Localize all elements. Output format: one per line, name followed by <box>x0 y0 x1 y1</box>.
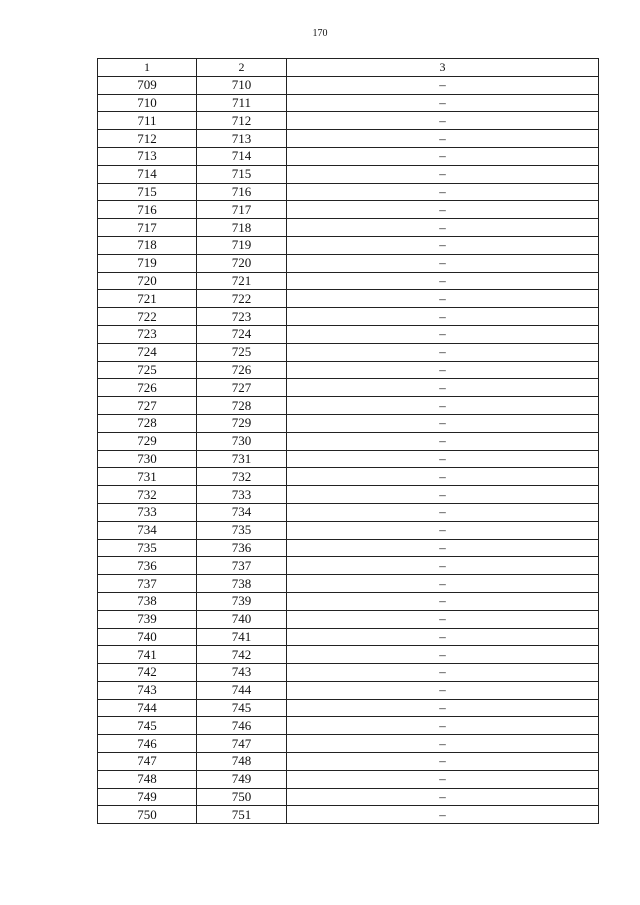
table-cell-col-2: 717 <box>197 201 287 219</box>
table-cell-col-3: – <box>287 575 599 593</box>
table-cell-col-1: 712 <box>98 130 197 148</box>
table-cell-col-1: 730 <box>98 450 197 468</box>
table-cell-col-1: 746 <box>98 735 197 753</box>
table-cell-col-3: – <box>287 539 599 557</box>
table-cell-col-2: 734 <box>197 503 287 521</box>
table-cell-col-2: 746 <box>197 717 287 735</box>
table-cell-col-1: 737 <box>98 575 197 593</box>
table-row <box>98 753 599 771</box>
table-cell-col-1: 732 <box>98 486 197 504</box>
table-cell-col-1: 733 <box>98 503 197 521</box>
table-row <box>98 788 599 806</box>
table-cell-col-2: 712 <box>197 112 287 130</box>
table-cell-col-1: 739 <box>98 610 197 628</box>
column-header-3: 3 <box>287 59 599 77</box>
table-cell-col-3: – <box>287 557 599 575</box>
table-cell-col-3: – <box>287 254 599 272</box>
table-row <box>98 717 599 735</box>
table-cell-col-1: 727 <box>98 397 197 415</box>
table-row <box>98 183 599 201</box>
table-cell-col-3: – <box>287 735 599 753</box>
table-cell-col-2: 715 <box>197 165 287 183</box>
table-row <box>98 254 599 272</box>
table-cell-col-3: – <box>287 325 599 343</box>
table-row <box>98 94 599 112</box>
table-cell-col-2: 728 <box>197 397 287 415</box>
table-cell-col-3: – <box>287 486 599 504</box>
table-cell-col-3: – <box>287 628 599 646</box>
table-row <box>98 503 599 521</box>
table-row <box>98 770 599 788</box>
table-row <box>98 130 599 148</box>
table-cell-col-1: 750 <box>98 806 197 824</box>
table-cell-col-2: 726 <box>197 361 287 379</box>
table-cell-col-2: 737 <box>197 557 287 575</box>
table-cell-col-2: 722 <box>197 290 287 308</box>
table-cell-col-3: – <box>287 130 599 148</box>
table-row <box>98 557 599 575</box>
table-row <box>98 397 599 415</box>
table-cell-col-1: 748 <box>98 770 197 788</box>
table-cell-col-2: 745 <box>197 699 287 717</box>
table-cell-col-2: 720 <box>197 254 287 272</box>
table-cell-col-2: 740 <box>197 610 287 628</box>
table-cell-col-3: – <box>287 664 599 682</box>
table-cell-col-3: – <box>287 165 599 183</box>
table-row <box>98 450 599 468</box>
table-cell-col-1: 725 <box>98 361 197 379</box>
table-row <box>98 628 599 646</box>
table-cell-col-1: 741 <box>98 646 197 664</box>
table-cell-col-1: 718 <box>98 236 197 254</box>
table-cell-col-1: 717 <box>98 219 197 237</box>
table-row <box>98 468 599 486</box>
column-header-1: 1 <box>98 59 197 77</box>
table-cell-col-2: 725 <box>197 343 287 361</box>
table-cell-col-1: 726 <box>98 379 197 397</box>
table-cell-col-2: 729 <box>197 414 287 432</box>
table-cell-col-3: – <box>287 592 599 610</box>
table-cell-col-3: – <box>287 219 599 237</box>
table-cell-col-2: 713 <box>197 130 287 148</box>
table-cell-col-1: 713 <box>98 147 197 165</box>
table-row <box>98 201 599 219</box>
table-cell-col-3: – <box>287 236 599 254</box>
table-cell-col-2: 723 <box>197 308 287 326</box>
table-row <box>98 236 599 254</box>
table-cell-col-2: 739 <box>197 592 287 610</box>
table-cell-col-1: 749 <box>98 788 197 806</box>
table-cell-col-1: 722 <box>98 308 197 326</box>
table-cell-col-3: – <box>287 610 599 628</box>
table-cell-col-2: 749 <box>197 770 287 788</box>
table-cell-col-3: – <box>287 717 599 735</box>
table-cell-col-1: 723 <box>98 325 197 343</box>
table-cell-col-1: 735 <box>98 539 197 557</box>
table-cell-col-3: – <box>287 699 599 717</box>
table-cell-col-3: – <box>287 503 599 521</box>
data-table <box>97 58 599 824</box>
table-cell-col-3: – <box>287 343 599 361</box>
table-row <box>98 379 599 397</box>
table-cell-col-3: – <box>287 308 599 326</box>
table-row <box>98 219 599 237</box>
table-row <box>98 539 599 557</box>
table-cell-col-2: 714 <box>197 147 287 165</box>
table-cell-col-1: 720 <box>98 272 197 290</box>
table-cell-col-2: 711 <box>197 94 287 112</box>
table-cell-col-3: – <box>287 201 599 219</box>
table-cell-col-1: 716 <box>98 201 197 219</box>
table-cell-col-2: 747 <box>197 735 287 753</box>
table-cell-col-3: – <box>287 681 599 699</box>
table-row <box>98 592 599 610</box>
table-cell-col-3: – <box>287 414 599 432</box>
table-cell-col-2: 730 <box>197 432 287 450</box>
table-cell-col-3: – <box>287 112 599 130</box>
table-row <box>98 361 599 379</box>
table-row <box>98 681 599 699</box>
table-cell-col-3: – <box>287 397 599 415</box>
table-cell-col-2: 735 <box>197 521 287 539</box>
table-cell-col-2: 751 <box>197 806 287 824</box>
table-cell-col-3: – <box>287 450 599 468</box>
table-cell-col-2: 750 <box>197 788 287 806</box>
table-row <box>98 272 599 290</box>
table-cell-col-3: – <box>287 646 599 664</box>
table-cell-col-2: 710 <box>197 76 287 94</box>
table-cell-col-2: 727 <box>197 379 287 397</box>
table-cell-col-2: 736 <box>197 539 287 557</box>
column-header-2: 2 <box>197 59 287 77</box>
table-row <box>98 486 599 504</box>
table-cell-col-3: – <box>287 272 599 290</box>
table-row <box>98 806 599 824</box>
table-cell-col-3: – <box>287 361 599 379</box>
table-row <box>98 646 599 664</box>
table-row <box>98 343 599 361</box>
table-cell-col-1: 721 <box>98 290 197 308</box>
table-cell-col-3: – <box>287 94 599 112</box>
table-cell-col-3: – <box>287 806 599 824</box>
table-cell-col-1: 742 <box>98 664 197 682</box>
header-row <box>98 59 599 77</box>
table-cell-col-3: – <box>287 290 599 308</box>
table-row <box>98 308 599 326</box>
table-cell-col-3: – <box>287 770 599 788</box>
table-row <box>98 414 599 432</box>
table-cell-col-2: 733 <box>197 486 287 504</box>
table-cell-col-2: 741 <box>197 628 287 646</box>
table-cell-col-3: – <box>287 147 599 165</box>
table-row <box>98 325 599 343</box>
table-cell-col-1: 736 <box>98 557 197 575</box>
table-cell-col-3: – <box>287 183 599 201</box>
table-row <box>98 610 599 628</box>
table-cell-col-1: 740 <box>98 628 197 646</box>
table-cell-col-2: 744 <box>197 681 287 699</box>
table-cell-col-1: 719 <box>98 254 197 272</box>
table-cell-col-1: 711 <box>98 112 197 130</box>
table-cell-col-2: 748 <box>197 753 287 771</box>
table-cell-col-1: 747 <box>98 753 197 771</box>
table-body <box>98 76 599 823</box>
table-row <box>98 432 599 450</box>
table-row <box>98 664 599 682</box>
table-cell-col-1: 729 <box>98 432 197 450</box>
table-cell-col-3: – <box>287 432 599 450</box>
table-cell-col-2: 724 <box>197 325 287 343</box>
table-cell-col-1: 709 <box>98 76 197 94</box>
table-cell-col-2: 719 <box>197 236 287 254</box>
table-cell-col-2: 718 <box>197 219 287 237</box>
table-row <box>98 112 599 130</box>
table-cell-col-1: 743 <box>98 681 197 699</box>
table-cell-col-1: 724 <box>98 343 197 361</box>
table-cell-col-1: 738 <box>98 592 197 610</box>
table-row <box>98 76 599 94</box>
table-cell-col-1: 714 <box>98 165 197 183</box>
table-cell-col-2: 731 <box>197 450 287 468</box>
table-cell-col-1: 710 <box>98 94 197 112</box>
table-cell-col-1: 744 <box>98 699 197 717</box>
table-row <box>98 165 599 183</box>
table-cell-col-2: 732 <box>197 468 287 486</box>
table-row <box>98 735 599 753</box>
table-cell-col-1: 728 <box>98 414 197 432</box>
table-cell-col-3: – <box>287 753 599 771</box>
table-row <box>98 521 599 539</box>
table-cell-col-3: – <box>287 76 599 94</box>
table-cell-col-2: 721 <box>197 272 287 290</box>
table-row <box>98 147 599 165</box>
table-cell-col-2: 738 <box>197 575 287 593</box>
table-cell-col-1: 745 <box>98 717 197 735</box>
table-cell-col-3: – <box>287 379 599 397</box>
table-cell-col-3: – <box>287 521 599 539</box>
table-header <box>98 59 599 77</box>
table-cell-col-1: 715 <box>98 183 197 201</box>
table-cell-col-3: – <box>287 788 599 806</box>
table-cell-col-2: 742 <box>197 646 287 664</box>
table-row <box>98 699 599 717</box>
table-row <box>98 290 599 308</box>
table-cell-col-1: 731 <box>98 468 197 486</box>
table-cell-col-2: 743 <box>197 664 287 682</box>
table-row <box>98 575 599 593</box>
page-number: 170 <box>312 28 328 39</box>
table-cell-col-3: – <box>287 468 599 486</box>
table-cell-col-1: 734 <box>98 521 197 539</box>
table-cell-col-2: 716 <box>197 183 287 201</box>
